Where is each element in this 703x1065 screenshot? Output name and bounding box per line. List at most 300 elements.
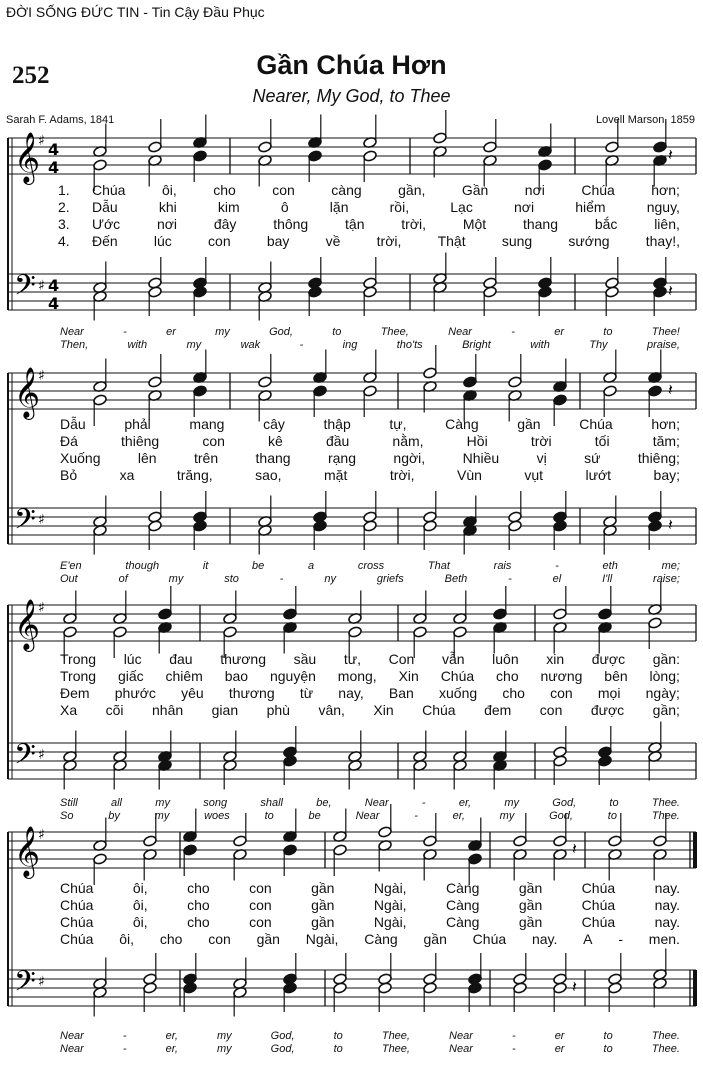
english-lyric-word: Thee,	[381, 1043, 410, 1055]
english-lyric-word: Near	[60, 1043, 84, 1055]
lyric-word: nguy,	[646, 199, 680, 215]
bass-note	[553, 982, 568, 994]
lyric-word: đầu	[325, 433, 350, 449]
lyric-word: gần;	[652, 702, 680, 718]
soprano-note	[508, 376, 523, 388]
lyric-word: Chúa	[440, 668, 475, 684]
english-lyric-word: my	[499, 810, 515, 822]
lyric-word: vân,	[318, 702, 345, 718]
alto-note	[603, 385, 618, 397]
lyric-word: lúc	[153, 233, 172, 249]
lyric-word: con	[539, 702, 563, 718]
english-lyric-word: -	[511, 1030, 516, 1042]
lyric-word: con	[249, 897, 272, 913]
english-lyric-word: to	[603, 326, 613, 338]
english-lyric-word: Near	[364, 797, 389, 809]
english-lyric-word: God,	[270, 1043, 295, 1055]
english-lyric-word: cross	[357, 560, 385, 572]
english-lyric-word: of	[118, 573, 128, 585]
lyric-word: con	[249, 914, 272, 930]
alto-note	[363, 150, 378, 162]
lyric-word: Dẫu	[60, 416, 86, 432]
composer-credit: Lovell Marson, 1859	[595, 114, 695, 126]
lyric-word: Đá	[60, 433, 78, 449]
english-lyric-word: er,	[452, 810, 465, 822]
bass-note	[143, 982, 158, 994]
lyric-word: nhân	[152, 702, 184, 718]
lyric-word: ôi,	[161, 182, 177, 198]
alto-note	[223, 626, 238, 638]
lyric-word: xin	[546, 651, 565, 667]
lyric-word: vẫn	[441, 651, 465, 667]
soprano-note	[233, 835, 248, 847]
lyric-word: mang	[189, 416, 225, 432]
english-lyrics	[60, 560, 680, 586]
english-lyric-word: -	[511, 326, 515, 338]
english-lyric-word: Near	[449, 1043, 473, 1055]
english-lyric-word: be,	[316, 797, 332, 809]
lyric-word: Càng	[364, 931, 398, 947]
english-lyric-word: to	[603, 1030, 613, 1042]
lyric-word: thay!,	[645, 233, 680, 249]
alto-note	[468, 853, 483, 865]
bass-note	[538, 286, 553, 298]
lyric-word: Xin	[398, 668, 419, 684]
lyric-line	[60, 450, 680, 467]
bass-note	[513, 982, 528, 994]
bass-note	[193, 520, 208, 532]
english-lyric-word: -	[122, 1030, 127, 1042]
soprano-note	[553, 835, 568, 847]
english-lyric-word: E'en	[60, 560, 82, 572]
alto-note	[363, 385, 378, 397]
lyric-word: gần	[311, 880, 335, 896]
lyric-word: bay	[266, 233, 290, 249]
alto-note	[193, 150, 208, 162]
sharp-icon: ♯	[38, 747, 45, 763]
bass-note	[183, 982, 198, 994]
lyric-word: Chúa	[92, 182, 126, 198]
alto-note	[283, 844, 298, 856]
alto-note	[453, 626, 468, 638]
english-lyric-word: -	[279, 573, 284, 585]
english-lyric-word: woes	[204, 810, 230, 822]
alto-note	[113, 626, 128, 638]
bass-clef-icon: 𝄢	[14, 738, 36, 778]
sharp-icon: ♯	[38, 974, 45, 990]
english-lyric-word: Near	[60, 326, 84, 338]
alto-note	[648, 385, 663, 397]
english-lyrics	[60, 797, 680, 823]
english-lyric-word: Then,	[60, 339, 89, 351]
english-lyric-word: Bright	[462, 339, 491, 351]
lyric-word: được	[591, 651, 626, 667]
english-lyric-word: Thee.	[651, 1030, 680, 1042]
time-signature-bottom: 4	[48, 294, 60, 313]
lyric-word: bay;	[653, 467, 680, 483]
bass-note	[378, 982, 393, 994]
alto-note	[63, 626, 78, 638]
vietnamese-lyrics	[92, 182, 680, 250]
english-lyric-word: my	[154, 810, 170, 822]
lyric-word: hơn;	[651, 182, 680, 198]
lyric-word: Bỏ	[60, 467, 78, 483]
soprano-note	[513, 835, 528, 847]
lyric-word: sứ	[584, 450, 601, 466]
english-lyric-word: to	[332, 326, 342, 338]
english-lyric-word: wak	[240, 339, 261, 351]
english-lyric-word: to	[264, 810, 274, 822]
lyric-word: ô	[280, 199, 289, 215]
verse-number: 3.	[58, 216, 70, 232]
soprano-note	[148, 376, 163, 388]
english-lyric-word: er	[554, 326, 564, 338]
lyric-word: Xuống	[60, 450, 101, 466]
lyric-word: càng	[331, 182, 362, 198]
lyric-line	[60, 685, 680, 702]
alto-note	[183, 844, 198, 856]
lyric-word: con	[202, 433, 225, 449]
english-lyric-word: with	[127, 339, 148, 351]
lyric-word: ngời,	[393, 450, 426, 466]
quarter-rest-icon: 𝄽	[668, 145, 673, 164]
lyric-word: cho	[187, 880, 210, 896]
lyric-word: sung	[501, 233, 533, 249]
lyric-word: nguyện	[269, 668, 316, 684]
lyric-word: từ	[299, 685, 314, 701]
bass-note	[423, 982, 438, 994]
lyric-line	[60, 651, 680, 668]
lyric-word: luôn	[492, 651, 519, 667]
lyric-word: đau	[169, 651, 193, 667]
lyric-word: Chúa	[581, 914, 616, 930]
lyric-word: Chúa	[60, 880, 94, 896]
lyric-word: Dẫu	[92, 199, 118, 215]
english-lyric-word: Thee.	[651, 797, 680, 809]
lyric-word: Một	[462, 216, 487, 232]
lyric-word: nương	[540, 668, 583, 684]
lyric-word: Xa	[60, 702, 78, 718]
lyric-word: Chúa	[579, 416, 613, 432]
lyric-word: thiêng;	[637, 450, 680, 466]
english-lyric-word: Near	[448, 326, 472, 338]
lyric-word: Ngài,	[373, 897, 407, 913]
alto-note	[538, 159, 553, 171]
english-lyric-word: all	[111, 797, 123, 809]
english-lyric-line	[60, 1043, 680, 1056]
soprano-note	[598, 608, 613, 620]
alto-note	[553, 394, 568, 406]
verse-numbers	[58, 182, 70, 250]
sharp-icon: ♯	[38, 278, 45, 294]
lyric-word: lặn	[329, 199, 349, 215]
english-lyric-word: to	[603, 1043, 613, 1055]
lyric-word: cho	[502, 685, 525, 701]
alto-note	[93, 394, 108, 406]
time-signature-top: 4	[48, 276, 60, 295]
english-lyric-word: -	[555, 560, 559, 572]
lyricist-credit: Sarah F. Adams, 1841	[6, 114, 115, 126]
lyric-word: khi	[158, 199, 177, 215]
lyric-word: nơi	[524, 182, 545, 198]
lyric-word: kim	[217, 199, 240, 215]
soprano-note	[258, 141, 273, 153]
lyric-word: Ngài,	[373, 880, 407, 896]
alto-note	[313, 385, 328, 397]
bass-note	[148, 286, 163, 298]
alto-note	[193, 385, 208, 397]
lyric-word: tối	[594, 433, 610, 449]
english-lyric-word: shall	[260, 797, 283, 809]
soprano-note	[433, 132, 448, 144]
english-lyric-line	[60, 326, 680, 339]
alto-note	[93, 159, 108, 171]
english-lyric-word: ny	[324, 573, 336, 585]
english-lyric-word: er,	[165, 1043, 178, 1055]
bass-note	[148, 520, 163, 532]
english-lyric-word: a	[308, 560, 315, 572]
lyric-word: Đem	[60, 685, 90, 701]
lyric-word: Càng	[446, 880, 480, 896]
lyric-word: lên	[137, 450, 157, 466]
english-lyric-word: me;	[661, 560, 680, 572]
soprano-note	[148, 141, 163, 153]
quarter-rest-icon: 𝄽	[668, 281, 673, 300]
lyric-word: Con	[388, 651, 415, 667]
english-lyric-word: -	[511, 1043, 516, 1055]
english-lyric-word: Near	[60, 1030, 84, 1042]
lyric-word: Nhiều	[462, 450, 500, 466]
lyric-word: tận	[345, 216, 365, 232]
soprano-note	[378, 826, 393, 838]
english-lyric-line	[60, 339, 680, 352]
treble-clef-icon: 𝄞	[14, 367, 41, 418]
lyric-word: Càng	[446, 897, 480, 913]
treble-clef-icon: 𝄞	[14, 599, 41, 650]
lyric-word: Chúa	[60, 897, 94, 913]
english-lyric-line	[60, 1030, 680, 1043]
lyric-word: Trong	[60, 668, 97, 684]
lyric-line	[60, 897, 680, 914]
lyric-word: Đến	[92, 233, 118, 249]
bass-note	[283, 755, 298, 767]
english-lyric-word: -	[299, 339, 304, 351]
lyric-line	[60, 467, 680, 484]
english-lyric-word: Still	[60, 797, 78, 809]
english-lyric-word: to	[607, 810, 617, 822]
bass-clef-icon: 𝄢	[14, 269, 36, 309]
lyric-word: gần	[518, 914, 543, 930]
soprano-note	[158, 608, 173, 620]
sharp-icon: ♯	[38, 512, 45, 528]
bass-clef-icon: 𝄢	[14, 503, 36, 543]
lyric-line	[92, 199, 680, 216]
lyric-word: Lạc	[450, 199, 473, 215]
soprano-note	[483, 141, 498, 153]
english-lyric-word: God,	[270, 1030, 295, 1042]
english-lyric-word: griefs	[376, 573, 404, 585]
alto-note	[413, 626, 428, 638]
bass-clef-icon: 𝄢	[14, 965, 36, 1005]
english-lyric-word: That	[427, 560, 450, 572]
lyric-word: con	[272, 182, 295, 198]
lyric-word: tăm;	[652, 433, 680, 449]
vietnamese-lyrics	[60, 651, 680, 719]
lyric-word: con	[550, 685, 573, 701]
english-lyric-line	[60, 810, 680, 823]
verse-number: 4.	[58, 233, 70, 249]
lyric-word: nay.	[654, 897, 680, 913]
lyric-word: đây	[213, 216, 237, 232]
lyric-word: trời	[530, 433, 552, 449]
english-lyric-word: rais	[493, 560, 512, 572]
english-lyric-word: God,	[549, 810, 573, 822]
lyric-word: nay.	[654, 880, 680, 896]
english-lyric-word: it	[202, 560, 209, 572]
english-lyric-word: by	[108, 810, 120, 822]
english-lyric-word: tho'ts	[396, 339, 423, 351]
lyric-word: lúc	[123, 651, 142, 667]
alto-note	[308, 150, 323, 162]
english-lyric-word: -	[508, 573, 512, 585]
english-lyric-word: Thy	[589, 339, 608, 351]
lyric-word: trên	[193, 450, 219, 466]
lyric-word: sao,	[255, 467, 282, 483]
english-lyric-word: Thee,	[380, 326, 409, 338]
english-lyric-word: my	[186, 339, 202, 351]
lyric-word: Chúa	[581, 880, 616, 896]
sharp-icon: ♯	[38, 827, 45, 843]
lyric-word: nay.	[654, 914, 680, 930]
english-lyric-word: God,	[269, 326, 293, 338]
lyric-word: cho	[187, 914, 210, 930]
lyric-word: bên	[604, 668, 628, 684]
english-lyric-word: with	[530, 339, 550, 351]
english-lyric-word: Thee.	[651, 810, 680, 822]
bass-note	[648, 520, 663, 532]
lyric-word: sướng	[568, 233, 610, 249]
soprano-note	[605, 141, 620, 153]
english-lyric-word: er	[554, 1030, 565, 1042]
english-lyric-word: -	[414, 810, 418, 822]
lyric-word: Càng	[446, 914, 480, 930]
english-lyric-word: raise;	[653, 573, 680, 585]
sharp-icon: ♯	[38, 133, 45, 149]
bass-note	[608, 982, 623, 994]
lyric-word: Gần	[461, 182, 489, 198]
english-lyric-word: Beth	[444, 573, 468, 585]
time-signature-bottom: 4	[48, 158, 60, 177]
english-lyric-word: el	[552, 573, 562, 585]
lyric-word: gần	[518, 897, 543, 913]
lyric-word: xuống	[439, 685, 478, 701]
bass-note	[605, 286, 620, 298]
lyric-word: phước	[114, 685, 156, 701]
english-lyric-word: Out	[60, 573, 78, 585]
bass-note	[333, 982, 348, 994]
english-lyric-word: Thee,	[381, 1030, 410, 1042]
bass-note	[553, 520, 568, 532]
lyric-word: được	[590, 702, 625, 718]
lyric-word: Càng	[445, 416, 479, 432]
lyric-line	[60, 880, 680, 897]
lyric-word: giấc	[117, 668, 144, 684]
bass-note	[363, 286, 378, 298]
english-lyric-word: song	[203, 797, 228, 809]
lyric-line	[92, 216, 680, 233]
quarter-rest-icon: 𝄽	[668, 515, 673, 534]
lyric-word: nơi	[156, 216, 178, 232]
lyric-line	[60, 914, 680, 931]
lyric-word: đem	[484, 702, 512, 718]
lyric-word: sầu	[293, 651, 317, 667]
lyric-word: lướt	[585, 467, 612, 483]
lyric-word: thập	[323, 416, 351, 432]
lyric-word: tự,	[389, 416, 407, 432]
lyric-word: bắc	[594, 216, 618, 232]
lyric-word: -	[618, 931, 623, 947]
english-lyric-word: Thee.	[651, 1043, 680, 1055]
lyric-line	[60, 931, 680, 948]
english-lyric-line	[60, 573, 680, 586]
soprano-note	[423, 367, 438, 379]
lyric-word: gần:	[652, 651, 680, 667]
lyric-word: Chúa	[472, 931, 507, 947]
lyric-word: Ban	[388, 685, 414, 701]
quarter-rest-icon: 𝄽	[572, 977, 577, 996]
lyric-word: trời,	[401, 216, 427, 232]
lyric-word: trời,	[376, 233, 402, 249]
lyric-word: gần	[311, 914, 335, 930]
lyric-line	[60, 433, 680, 450]
treble-clef-icon: 𝄞	[14, 132, 41, 183]
lyric-word: liên,	[654, 216, 680, 232]
english-lyric-word: -	[421, 797, 426, 809]
lyric-word: cõi	[105, 702, 124, 718]
alto-note	[348, 626, 363, 638]
lyric-word: cho	[159, 931, 183, 947]
lyric-word: Ước	[92, 216, 121, 232]
lyric-word: gần	[256, 931, 280, 947]
soprano-note	[283, 608, 298, 620]
lyric-word: phải	[124, 416, 151, 432]
english-lyric-word: my	[216, 1030, 232, 1042]
lyric-word: thương	[220, 651, 267, 667]
lyric-word: bao	[224, 668, 249, 684]
english-lyric-word: my	[215, 326, 230, 338]
english-lyric-word: my	[168, 573, 184, 585]
lyric-word: gần,	[398, 182, 426, 198]
english-lyric-word: praise,	[646, 339, 680, 351]
lyric-word: trời,	[389, 467, 415, 483]
lyric-word: rạng	[327, 450, 356, 466]
english-lyric-word: -	[122, 1043, 127, 1055]
lyric-word: chiêm	[165, 668, 203, 684]
verse-number: 1.	[58, 182, 70, 198]
lyric-word: ôi,	[119, 931, 135, 947]
lyric-word: cho	[213, 182, 236, 198]
lyric-word: nằm,	[392, 433, 424, 449]
lyric-word: con	[208, 233, 231, 249]
bass-note	[483, 286, 498, 298]
english-lyric-word: my	[216, 1043, 232, 1055]
lyric-word: thông	[273, 216, 309, 232]
english-lyric-word: be	[308, 810, 321, 822]
lyric-word: mọi	[597, 685, 621, 701]
lyric-word: Chúa	[422, 702, 456, 718]
soprano-note	[143, 835, 158, 847]
sharp-icon: ♯	[38, 600, 45, 616]
